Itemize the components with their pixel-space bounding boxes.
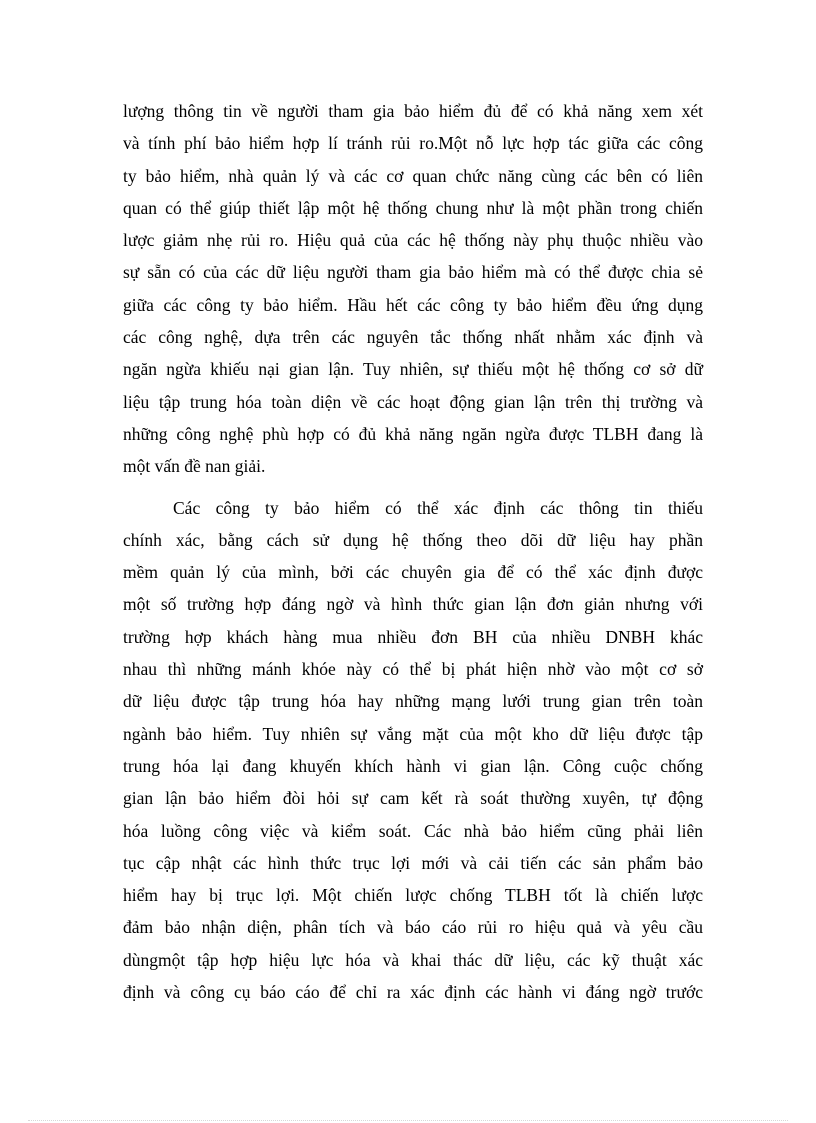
- text-line: ngăn ngừa khiếu nại gian lận. Tuy nhiên, sự thiếu một hệ thống cơ sở dữ: [123, 359, 703, 380]
- text-line: sự sẵn có của các dữ liệu người tham gia bảo hiểm mà có thể được chia sẻ: [123, 262, 703, 283]
- text-line: quan có thể giúp thiết lập một hệ thống chung như là một phần trong chiến: [123, 197, 703, 218]
- text-line: chính xác, bằng cách sử dụng hệ thống theo dõi dữ liệu hay phần: [123, 529, 703, 550]
- text-line: dữ liệu được tập trung hóa hay những mạng lưới trung gian trên toàn: [123, 691, 703, 712]
- text-line-indented: Các công ty bảo hiểm có thể xác định các thông tin thiếu: [173, 497, 703, 518]
- text-line: trung hóa lại đang khuyến khích hành vi gian lận. Công cuộc chống: [123, 755, 703, 776]
- paragraph-1: [123, 95, 703, 483]
- text-line: gian lận bảo hiểm đòi hỏi sự cam kết rà soát thường xuyên, tự động: [123, 788, 703, 809]
- paragraph-2: [123, 492, 703, 1009]
- paragraph-spacer: [123, 483, 703, 492]
- text-line: trường hợp khách hàng mua nhiều đơn BH của nhiều DNBH khác: [123, 626, 703, 647]
- page-bottom-divider: [28, 1120, 788, 1121]
- text-line: các công nghệ, dựa trên các nguyên tắc thống nhất nhằm xác định và: [123, 327, 703, 348]
- text-line: lược giảm nhẹ rủi ro. Hiệu quả của các hệ thống này phụ thuộc nhiều vào: [123, 230, 703, 251]
- text-line: hiểm hay bị trục lợi. Một chiến lược chống TLBH tốt là chiến lược: [123, 885, 703, 906]
- text-line: những công nghệ phù hợp có đủ khả năng ngăn ngừa được TLBH đang là: [123, 423, 703, 444]
- text-line: giữa các công ty bảo hiểm. Hầu hết các công ty bảo hiểm đều ứng dụng: [123, 294, 703, 315]
- text-line: lượng thông tin về người tham gia bảo hiểm đủ để có khả năng xem xét: [123, 101, 703, 121]
- text-line: ngành bảo hiểm. Tuy nhiên sự vắng mặt của một kho dữ liệu được tập: [123, 723, 703, 744]
- body-text: [123, 95, 703, 1008]
- text-line: ty bảo hiểm, nhà quản lý và các cơ quan chức năng cùng các bên có liên: [123, 165, 703, 186]
- text-line: nhau thì những mánh khóe này có thể bị phát hiện nhờ vào một cơ sở: [123, 659, 703, 680]
- text-line: mềm quản lý của mình, bởi các chuyên gia để có thể xác định được: [123, 562, 703, 583]
- text-line: tục cập nhật các hình thức trục lợi mới và cải tiến các sản phẩm bảo: [123, 852, 703, 873]
- text-line: một số trường hợp đáng ngờ và hình thức gian lận đơn giản nhưng với: [123, 594, 703, 615]
- text-line: liệu tập trung hóa toàn diện về các hoạt động gian lận trên thị trường và: [123, 391, 703, 412]
- text-line: dùngmột tập hợp hiệu lực hóa và khai thác dữ liệu, các kỹ thuật xác: [123, 949, 703, 970]
- text-line: đảm bảo nhận diện, phân tích và báo cáo rủi ro hiệu quả và yêu cầu: [123, 917, 703, 938]
- text-line: hóa luồng công việc và kiểm soát. Các nhà bảo hiểm cũng phải liên: [123, 820, 703, 841]
- text-line: định và công cụ báo cáo để chỉ ra xác định các hành vi đáng ngờ trước: [123, 982, 703, 1003]
- text-line: một vấn đề nan giải.: [123, 456, 266, 477]
- text-line: và tính phí bảo hiểm hợp lí tránh rủi ro.Một nỗ lực hợp tác giữa các công: [123, 133, 703, 154]
